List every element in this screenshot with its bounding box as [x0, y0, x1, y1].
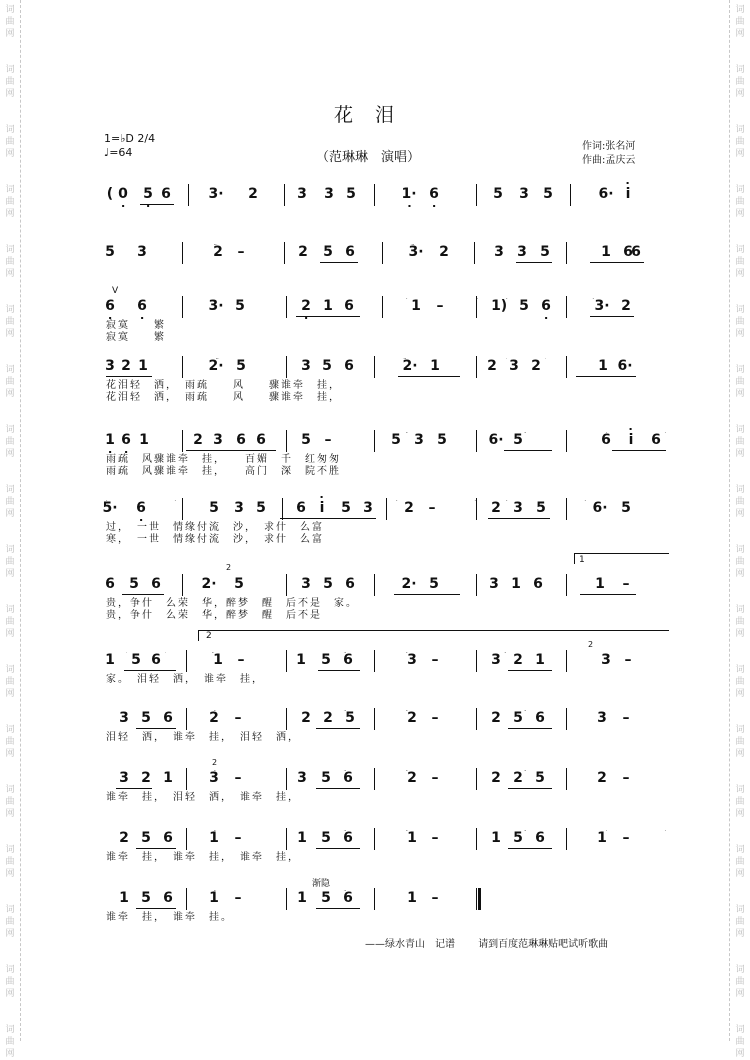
note: 6 — [163, 890, 173, 906]
note: 3 — [509, 358, 519, 374]
note: 3 — [601, 652, 611, 668]
note: 5 — [321, 890, 331, 906]
note: 2· — [208, 358, 224, 374]
note: – — [622, 710, 630, 726]
note: 6 — [344, 358, 354, 374]
note: – — [431, 770, 439, 786]
lyrics-verse-2: 寒， 一世 情缘付流 沙， 求什 么富 — [106, 534, 324, 545]
note: 3 — [363, 500, 373, 516]
note: 1 — [105, 432, 115, 448]
note: 2 — [119, 830, 129, 846]
note: 5 — [143, 186, 153, 202]
note: 2 — [121, 358, 131, 374]
note: 2 — [301, 710, 311, 726]
note: 1 — [209, 830, 219, 846]
lyrics-verse-1: 谁牵 挂， 谁牵 挂， 谁牵 挂， — [106, 852, 300, 863]
ties-layer — [106, 298, 668, 332]
note: 5 — [209, 500, 219, 516]
note: 6 — [344, 298, 354, 314]
note: 2 — [491, 500, 501, 516]
watermark-text: 词 曲 网 — [5, 185, 15, 219]
performer-line: （范琳琳 演唱） — [315, 150, 420, 165]
note: – — [428, 500, 436, 516]
note: 3· — [208, 298, 224, 314]
watermark-text: 词 曲 网 — [735, 725, 745, 759]
note: 5 — [129, 576, 139, 592]
watermark-text: 词 曲 网 — [735, 545, 745, 579]
note: 1 — [139, 432, 149, 448]
lyrics-verse-1: 过， 一世 情缘付流 沙， 求什 么富 — [106, 522, 324, 533]
volta-1-label: 1 — [579, 555, 585, 565]
note: 6 — [161, 186, 171, 202]
grace-note: 2 — [212, 758, 218, 767]
note: 1 — [296, 652, 306, 668]
watermark-text: 词 曲 网 — [5, 65, 15, 99]
note: 6· — [598, 186, 614, 202]
watermark-text: 词 曲 网 — [735, 365, 745, 399]
watermark-text: 词 曲 网 — [735, 605, 745, 639]
note: 3 — [105, 358, 115, 374]
note: 2 — [407, 710, 417, 726]
note: 1 — [601, 244, 611, 260]
note: – — [622, 830, 630, 846]
watermark-text: 词 曲 网 — [735, 665, 745, 699]
score-row — [102, 500, 668, 545]
watermark-text: 词 曲 网 — [735, 425, 745, 459]
note: 5 — [141, 890, 151, 906]
note: 1· — [401, 186, 417, 202]
lyrics-verse-1: 家。 泪轻 洒， 谁牵 挂， — [106, 674, 264, 685]
note: 2 — [248, 186, 258, 202]
note: 6 — [631, 244, 641, 260]
note: 2 — [621, 298, 631, 314]
note: 3 — [234, 500, 244, 516]
note: 5 — [535, 770, 545, 786]
watermark-text: 词 曲 网 — [735, 785, 745, 819]
note: – — [237, 652, 245, 668]
note: 2 — [487, 358, 497, 374]
note: – — [436, 298, 444, 314]
note: 5 — [321, 652, 331, 668]
volta-2-label: 2 — [206, 631, 212, 641]
note: 6 — [535, 710, 545, 726]
note: 5 — [437, 432, 447, 448]
note: 6 — [343, 830, 353, 846]
note: i — [319, 500, 325, 516]
note: 5 — [235, 298, 245, 314]
note: 5 — [540, 244, 550, 260]
note: 6 — [105, 576, 115, 592]
note: i — [628, 432, 634, 448]
watermark-text: 词 曲 网 — [5, 845, 15, 879]
note: 6 — [345, 576, 355, 592]
watermark-text: 词 曲 网 — [735, 125, 745, 159]
credits — [582, 140, 635, 168]
note: 5 — [321, 770, 331, 786]
watermark-text: 词 曲 网 — [735, 185, 745, 219]
score-row — [105, 576, 668, 621]
note: 5 — [323, 576, 333, 592]
ties-layer — [106, 244, 668, 278]
watermark-text: 词 曲 网 — [5, 305, 15, 339]
note: 1 — [407, 890, 417, 906]
lyrics-verse-2: 贵，争什 么荣 华，醉梦 醒 后不是 — [106, 610, 322, 621]
watermark-text: 词 曲 网 — [5, 125, 15, 159]
score-row — [106, 830, 668, 864]
note: 6 — [151, 576, 161, 592]
watermark-text: 词 曲 网 — [5, 965, 15, 999]
lyrics-verse-1: 谁牵 挂， 泪轻 洒， 谁牵 挂， — [106, 792, 300, 803]
note: 2 — [323, 710, 333, 726]
note: 1 — [535, 652, 545, 668]
note: – — [431, 710, 439, 726]
note: 5· — [102, 500, 118, 516]
watermark-text: 词 曲 网 — [735, 1025, 745, 1059]
note: 2 — [301, 298, 311, 314]
note: 2 — [531, 358, 541, 374]
note: 2 — [491, 770, 501, 786]
watermark-text: 词 曲 网 — [5, 425, 15, 459]
note: 3 — [324, 186, 334, 202]
note: 2 — [513, 770, 523, 786]
watermark-text: 词 曲 网 — [5, 605, 15, 639]
note: 6 — [296, 500, 306, 516]
note: – — [431, 830, 439, 846]
note: 3· — [208, 186, 224, 202]
note: 5 — [621, 500, 631, 516]
breath-mark: V — [112, 286, 119, 296]
note: 6 — [121, 432, 131, 448]
note: 2 — [597, 770, 607, 786]
note: 3 — [491, 652, 501, 668]
note: 1 — [213, 652, 223, 668]
watermark-text: 词 曲 网 — [735, 905, 745, 939]
note: 6 — [535, 830, 545, 846]
volta-bracket — [198, 630, 669, 641]
note: 3 — [137, 244, 147, 260]
note: 5 — [141, 830, 151, 846]
note: – — [431, 890, 439, 906]
score-row — [105, 358, 668, 403]
note: 5 — [234, 576, 244, 592]
watermark-text: 词 曲 网 — [5, 725, 15, 759]
note: 3 — [407, 652, 417, 668]
note: 5 — [513, 710, 523, 726]
lyrics-verse-1: 贵，争什 么荣 华，醉梦 醒 后不是 家。 — [106, 598, 358, 609]
lyrics-verse-1: 谁牵 挂， 谁牵 挂。 — [106, 912, 233, 923]
watermark-text: 词 曲 网 — [5, 905, 15, 939]
note: 6 — [163, 830, 173, 846]
note: 5 — [513, 432, 523, 448]
note: – — [234, 710, 242, 726]
note: 3 — [301, 358, 311, 374]
note: 1 — [138, 358, 148, 374]
note: 2· — [402, 358, 418, 374]
score-row — [106, 186, 668, 220]
note: 6 — [256, 432, 266, 448]
note: 2· — [401, 576, 417, 592]
note: 5 — [256, 500, 266, 516]
note: – — [234, 770, 242, 786]
lyrics-verse-1: 雨疏 风骤谁牵 挂， 百媚 千 红匆匆 — [106, 454, 341, 465]
note: 5 — [536, 500, 546, 516]
watermark-text: 词 曲 网 — [735, 245, 745, 279]
note: 2 — [404, 500, 414, 516]
note: 6 — [601, 432, 611, 448]
note: 1 — [595, 576, 605, 592]
lyrics-verse-1: 寂寞 繁 — [106, 320, 166, 331]
note: 6· — [592, 500, 608, 516]
score-row — [106, 244, 668, 278]
note: 6 — [429, 186, 439, 202]
listen-note: 请到百度范琳琳贴吧试听歌曲 — [478, 939, 609, 950]
watermark-text: 词 曲 网 — [735, 965, 745, 999]
lyrics-verse-2: 雨疏 风骤谁牵 挂， 高门 深 院不胜 — [106, 466, 341, 477]
note: 1 — [511, 576, 521, 592]
note: 5 — [322, 358, 332, 374]
note: 1 — [411, 298, 421, 314]
fade-out-marking: 渐隐 — [312, 879, 331, 889]
note: 6· — [488, 432, 504, 448]
note: ) — [500, 298, 508, 314]
note: – — [234, 830, 242, 846]
note: 2 — [193, 432, 203, 448]
watermark-text: 词 曲 网 — [5, 485, 15, 519]
note: 0 — [118, 186, 128, 202]
note: 3 — [494, 244, 504, 260]
note: 1 — [119, 890, 129, 906]
score-row — [106, 710, 668, 744]
note: 3 — [513, 500, 523, 516]
ties-layer — [106, 186, 668, 220]
note: 1 — [323, 298, 333, 314]
grace-note: 2 — [588, 640, 594, 649]
note: 3 — [519, 186, 529, 202]
note: – — [622, 576, 630, 592]
note: 2 — [491, 710, 501, 726]
note: 6 — [136, 500, 146, 516]
note: 1 — [297, 890, 307, 906]
note: – — [431, 652, 439, 668]
watermark-text: 词 曲 网 — [5, 5, 15, 39]
note: 1 — [597, 830, 607, 846]
watermark-text: 词 曲 网 — [735, 845, 745, 879]
song-title: 花泪 — [333, 104, 416, 126]
watermark-text: 词 曲 网 — [735, 65, 745, 99]
note: 6 — [163, 710, 173, 726]
note: 3 — [213, 432, 223, 448]
watermark-text: 词 曲 网 — [735, 5, 745, 39]
note: 2 — [141, 770, 151, 786]
note: 1 — [163, 770, 173, 786]
footer — [365, 935, 608, 950]
note: 6 — [533, 576, 543, 592]
note: 1 — [105, 652, 115, 668]
note: 3 — [297, 186, 307, 202]
tempo-marking: ♩=64 — [104, 146, 133, 159]
note: 5 — [346, 186, 356, 202]
note: 3 — [119, 710, 129, 726]
watermark-text: 词 曲 网 — [5, 245, 15, 279]
note: 5 — [321, 830, 331, 846]
note: 6 — [105, 298, 115, 314]
note: 3 — [209, 770, 219, 786]
lyrics-verse-2: 寂寞 繁 — [106, 332, 166, 343]
watermark-text: 词 曲 网 — [5, 785, 15, 819]
lyricist-credit: 作词:张名河 — [582, 141, 636, 152]
note: 5 — [493, 186, 503, 202]
watermark-text: 词 曲 网 — [5, 1025, 15, 1059]
note: – — [624, 652, 632, 668]
note: 6 — [343, 890, 353, 906]
score-row — [105, 432, 668, 477]
note: 6 — [343, 770, 353, 786]
lyrics-verse-1: 泪轻 洒， 谁牵 挂， 泪轻 洒， — [106, 732, 300, 743]
note: 3· — [594, 298, 610, 314]
note: 5 — [301, 432, 311, 448]
note: 5 — [141, 710, 151, 726]
note: 5 — [543, 186, 553, 202]
note: 2 — [439, 244, 449, 260]
note: 3 — [301, 576, 311, 592]
note: 5 — [236, 358, 246, 374]
note: 3 — [489, 576, 499, 592]
note: 5 — [345, 710, 355, 726]
grace-note: 2 — [226, 563, 232, 572]
watermark-text: 词 曲 网 — [735, 305, 745, 339]
composer-credit: 作曲:孟庆云 — [582, 155, 636, 166]
note: 3 — [119, 770, 129, 786]
note: 5 — [341, 500, 351, 516]
note: 5 — [323, 244, 333, 260]
note: 1 — [491, 298, 501, 314]
volta-bracket — [574, 553, 669, 564]
note: 2 — [298, 244, 308, 260]
note: 6 — [623, 244, 633, 260]
note: 3 — [597, 710, 607, 726]
note: 2· — [201, 576, 217, 592]
note: ( — [106, 186, 114, 202]
note: 1 — [297, 830, 307, 846]
note: 6 — [345, 244, 355, 260]
note: – — [622, 770, 630, 786]
watermark-text: 词 曲 网 — [5, 365, 15, 399]
note: 3 — [414, 432, 424, 448]
lyrics-verse-1: 花泪轻 洒， 雨疏 风 骤谁牵 挂， — [106, 380, 341, 391]
note: 1 — [209, 890, 219, 906]
note: 1 — [430, 358, 440, 374]
note: 2 — [513, 652, 523, 668]
note: 5 — [513, 830, 523, 846]
score-row — [105, 298, 668, 343]
note: – — [234, 890, 242, 906]
note: 6· — [617, 358, 633, 374]
note: 1 — [407, 830, 417, 846]
note: 5 — [105, 244, 115, 260]
key-signature — [104, 132, 155, 160]
watermark-text: 词 曲 网 — [5, 545, 15, 579]
note: 6 — [151, 652, 161, 668]
note: 5 — [429, 576, 439, 592]
note: 1 — [491, 830, 501, 846]
note: 5 — [391, 432, 401, 448]
lyrics-verse-2: 花泪轻 洒， 雨疏 风 骤谁牵 挂， — [106, 392, 341, 403]
note: 2 — [213, 244, 223, 260]
note: 5 — [131, 652, 141, 668]
transcriber-credit: ——绿水青山 记谱 — [365, 939, 455, 950]
note: 2 — [407, 770, 417, 786]
score-row — [106, 652, 668, 686]
note: 5 — [519, 298, 529, 314]
note: 3 — [517, 244, 527, 260]
note: 6 — [236, 432, 246, 448]
note: 3· — [408, 244, 424, 260]
note: 1 — [598, 358, 608, 374]
note: 2 — [209, 710, 219, 726]
note: 3 — [297, 770, 307, 786]
note: – — [324, 432, 332, 448]
watermark-text: 词 曲 网 — [5, 665, 15, 699]
note: 6 — [541, 298, 551, 314]
note: 6 — [137, 298, 147, 314]
score-row — [106, 770, 668, 804]
note: – — [237, 244, 245, 260]
note: i — [625, 186, 631, 202]
watermark-text: 词 曲 网 — [735, 485, 745, 519]
note: 6 — [651, 432, 661, 448]
key-line: 1=♭D 2/4 — [104, 132, 156, 145]
score-row — [106, 890, 668, 924]
note: 6 — [343, 652, 353, 668]
